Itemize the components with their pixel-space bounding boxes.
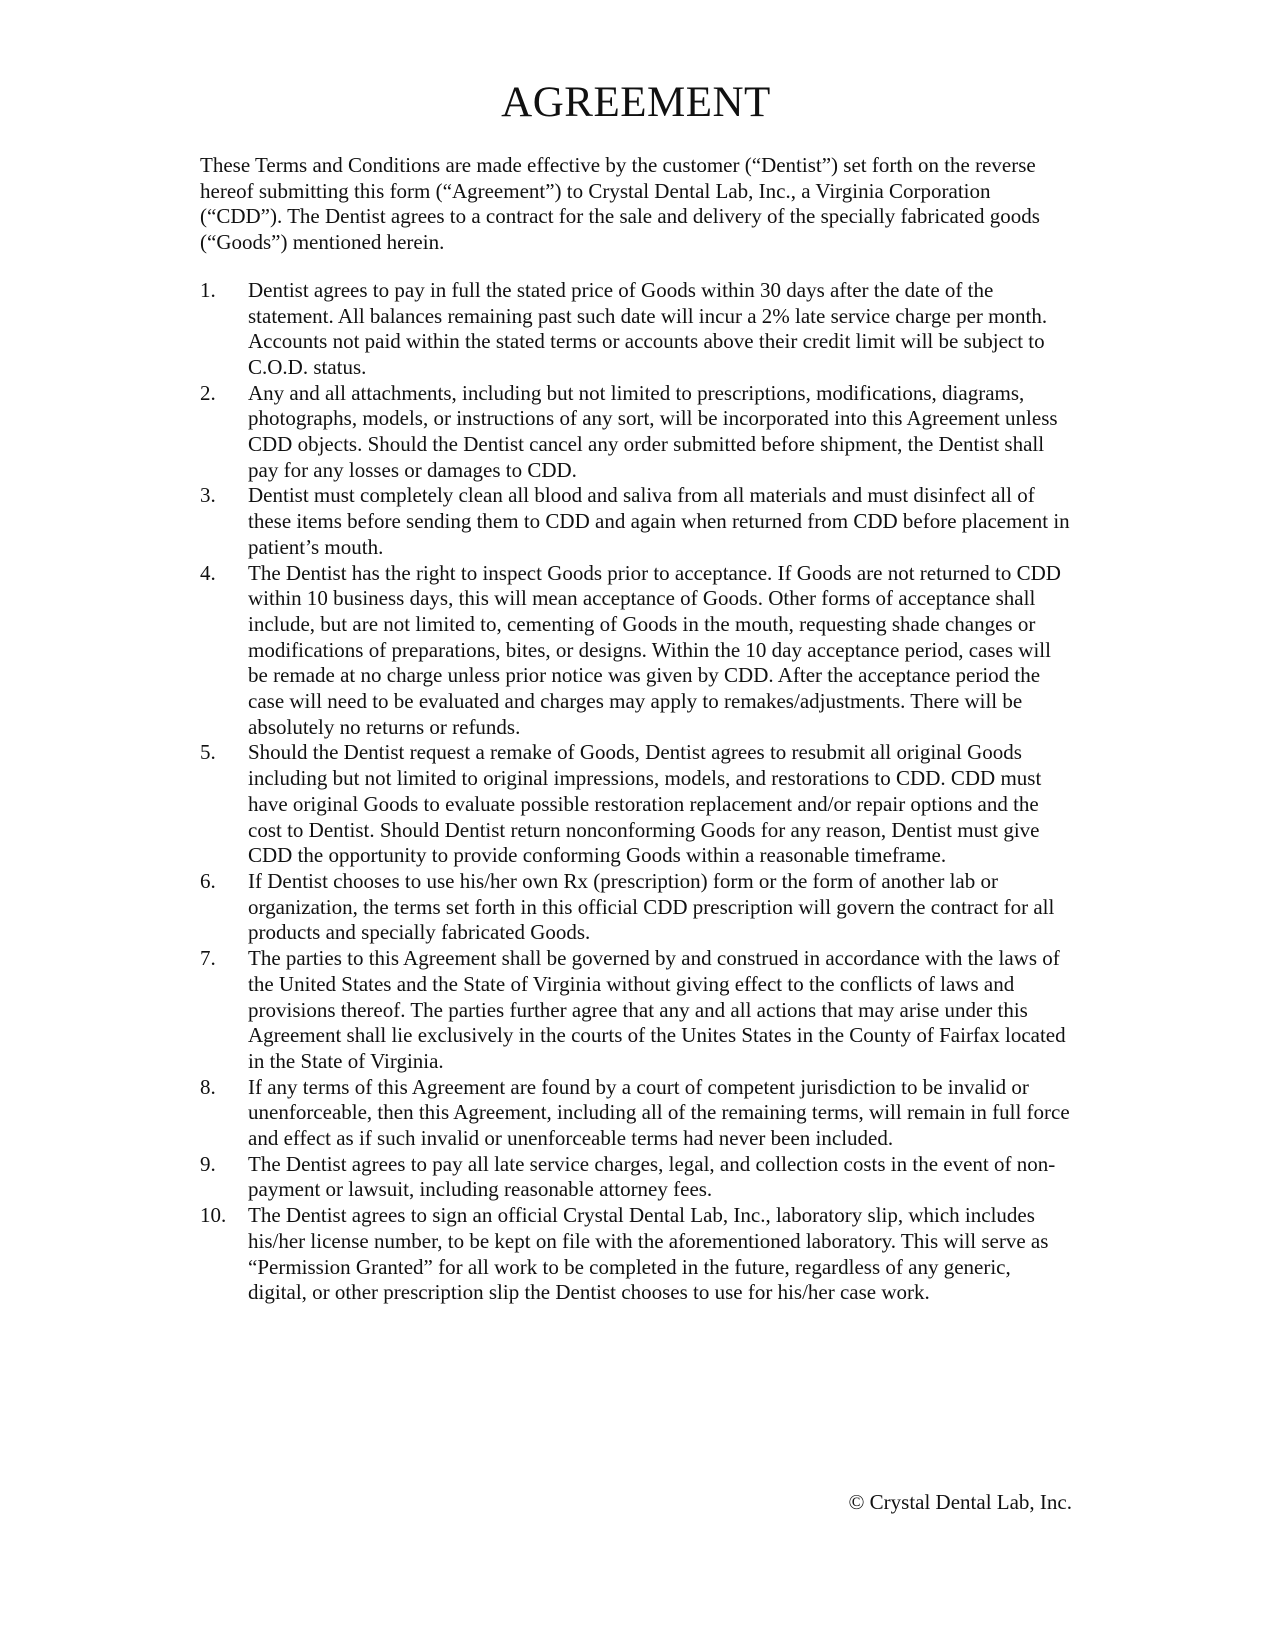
term-item [200, 1203, 1072, 1306]
intro-paragraph: These Terms and Conditions are made effective by the customer (“Dentist”) set forth on the reverse hereof submitting this form (“Agreement”) to Crystal Dental Lab, Inc., a Virginia Corporation (“CDD”). The Dentist agrees to a contract for the sale and delivery of the specially fabricated goods (“Goods”) mentioned herein. [200, 153, 1040, 255]
term-text: If any terms of this Agreement are found by a court of competent jurisdiction to be invalid or unenforceable, then this Agreement, including all of the remaining terms, will remain in full force and effect as if such invalid or unenforceable terms had never been included. [248, 1074, 1070, 1151]
page-title: AGREEMENT [501, 79, 771, 126]
term-text: Should the Dentist request a remake of Goods, Dentist agrees to resubmit all original Goods including but not limited to original impressions, models, and restorations to CDD. CDD must have original Goods to evaluate possible restoration replacement and/or repair options and the cost to Dentist. Should Dentist return nonconforming Goods for any reason, Dentist must give CDD the opportunity to provide conforming Goods within a reasonable timeframe. [248, 740, 1042, 868]
term-text: If Dentist chooses to use his/her own Rx (prescription) form or the form of another lab or organization, the terms set forth in this official CDD prescription will govern the contract for all products and specially fabricated Goods. [248, 868, 1055, 945]
term-number: 10. [200, 1203, 227, 1228]
term-number: 8. [200, 1074, 216, 1099]
term-number: 7. [200, 946, 216, 971]
term-number: 9. [200, 1151, 216, 1176]
term-item [200, 869, 1072, 946]
term-text: The Dentist has the right to inspect Goods prior to acceptance. If Goods are not returned to CDD within 10 business days, this will mean acceptance of Goods. Other forms of acceptance shall include, but are not limited to, cementing of Goods in the mouth, requesting shade changes or modifications of preparations, bites, or designs. Within the 10 day acceptance period, cases will be remade at no charge unless prior notice was given by CDD. After the acceptance period the case will need to be evaluated and charges may apply to remakes/adjustments. There will be absolutely no returns or refunds. [248, 560, 1061, 739]
term-number: 4. [200, 560, 216, 585]
term-number: 1. [200, 277, 216, 302]
term-item [200, 561, 1072, 741]
term-item [200, 740, 1072, 869]
term-number: 5. [200, 740, 216, 765]
term-item [200, 278, 1072, 381]
term-text: The Dentist agrees to sign an official Crystal Dental Lab, Inc., laboratory slip, which includes his/her license number, to be kept on file with the aforementioned laboratory. This will serve as “Permission Granted” for all work to be completed in the future, regardless of any generic, digital, or other prescription slip the Dentist chooses to use for his/her case work. [248, 1203, 1049, 1305]
term-number: 2. [200, 380, 216, 405]
terms-list [200, 278, 1072, 1306]
term-item [200, 483, 1072, 560]
term-item [200, 381, 1072, 484]
term-item [200, 1152, 1072, 1203]
term-number: 6. [200, 868, 216, 893]
term-item [200, 1075, 1072, 1152]
term-item [200, 946, 1072, 1075]
term-number: 3. [200, 483, 216, 508]
copyright-notice: © Crystal Dental Lab, Inc. [848, 1490, 1072, 1514]
term-text: The parties to this Agreement shall be governed by and construed in accordance with the laws of the United States and the State of Virginia without giving effect to the conflicts of laws and provisions thereof. The parties further agree that any and all actions that may arise under this Agreement shall lie exclusively in the courts of the Unites States in the County of Fairfax located in the State of Virginia. [248, 946, 1066, 1073]
term-text: The Dentist agrees to pay all late service charges, legal, and collection costs in the event of non-payment or lawsuit, including reasonable attorney fees. [248, 1151, 1056, 1202]
term-text: Dentist must completely clean all blood and saliva from all materials and must disinfect all of these items before sending them to CDD and again when returned from CDD before placement in patient’s mouth. [248, 483, 1070, 559]
term-text: Dentist agrees to pay in full the stated price of Goods within 30 days after the date of the statement. All balances remaining past such date will incur a 2% late service charge per month. Accounts not paid within the stated terms or accounts above their credit limit will be subject to C.O.D. status. [248, 277, 1048, 379]
agreement-page [200, 78, 1072, 1306]
term-text: Any and all attachments, including but not limited to prescriptions, modifications, diagrams, photographs, models, or instructions of any sort, will be incorporated into this Agreement unless CDD objects. Should the Dentist cancel any order submitted before shipment, the Dentist shall pay for any losses or damages to CDD. [248, 380, 1058, 482]
